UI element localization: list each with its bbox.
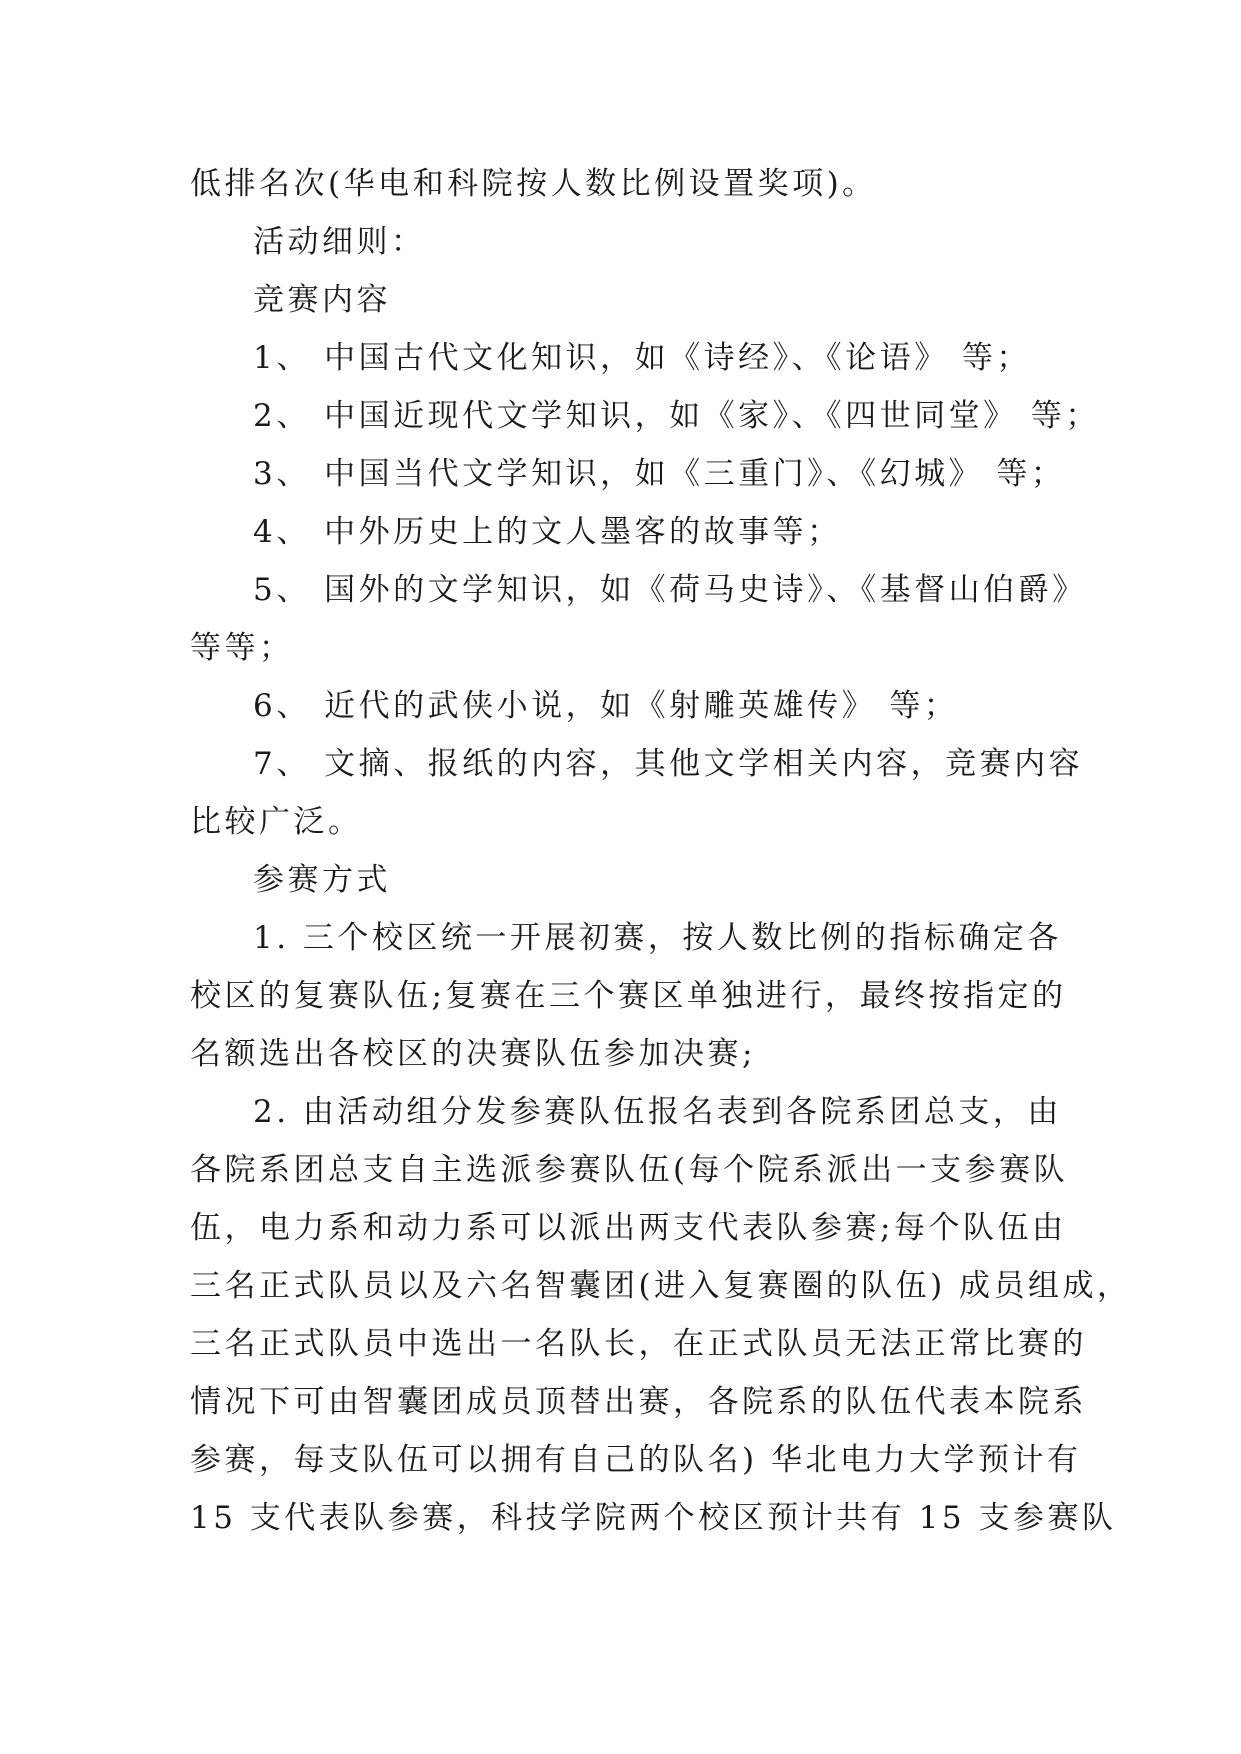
text-line: 等等； (190, 630, 294, 666)
text-line: 名额选出各校区的决赛队伍参加决赛; (190, 1036, 756, 1072)
list-item: 1. 三个校区统一开展初赛，按人数比例的指标确定各 (253, 920, 1062, 956)
section-heading: 参赛方式 (253, 862, 391, 898)
list-item: 3、 中国当代文学知识，如《三重门》、《幻城》 等； (253, 456, 1066, 492)
list-item: 6、 近代的武侠小说，如《射雕英雄传》 等； (253, 688, 959, 724)
text-line: 活动细则： (253, 224, 426, 260)
list-item: 1、 中国古代文化知识，如《诗经》、《论语》 等； (253, 340, 1031, 376)
text-line: 三名正式队员以及六名智囊团(进入复赛圈的队伍) 成员组成， (190, 1268, 1132, 1304)
text-line: 参赛，每支队伍可以拥有自己的队名) 华北电力大学预计有 (190, 1442, 1082, 1478)
text-line: 校区的复赛队伍;复赛在三个赛区单独进行，最终按指定的 (190, 978, 1067, 1014)
text-line: 伍，电力系和动力系可以派出两支代表队参赛;每个队伍由 (190, 1210, 1067, 1246)
text-line: 情况下可由智囊团成员顶替出赛，各院系的队伍代表本院系 (190, 1384, 1087, 1420)
list-item: 7、 文摘、报纸的内容，其他文学相关内容，竞赛内容 (253, 746, 1084, 782)
list-item: 5、 国外的文学知识，如《荷马史诗》、《基督山伯爵》 (253, 572, 1087, 608)
text-line: 比较广泛。 (190, 804, 363, 840)
text-line: 低排名次(华电和科院按人数比例设置奖项)。 (190, 166, 877, 202)
list-item: 2. 由活动组分发参赛队伍报名表到各院系团总支，由 (253, 1094, 1062, 1130)
text-line: 15 支代表队参赛，科技学院两个校区预计共有 15 支参赛队 (190, 1500, 1117, 1536)
list-item: 4、 中外历史上的文人墨客的故事等； (253, 514, 842, 550)
text-line: 各院系团总支自主选派参赛队伍(每个院系派出一支参赛队 (190, 1152, 1069, 1188)
list-item: 2、 中国近现代文学知识，如《家》、《四世同堂》 等； (253, 398, 1100, 434)
section-heading: 竞赛内容 (253, 282, 391, 318)
text-line: 三名正式队员中选出一名队长，在正式队员无法正常比赛的 (190, 1326, 1087, 1362)
